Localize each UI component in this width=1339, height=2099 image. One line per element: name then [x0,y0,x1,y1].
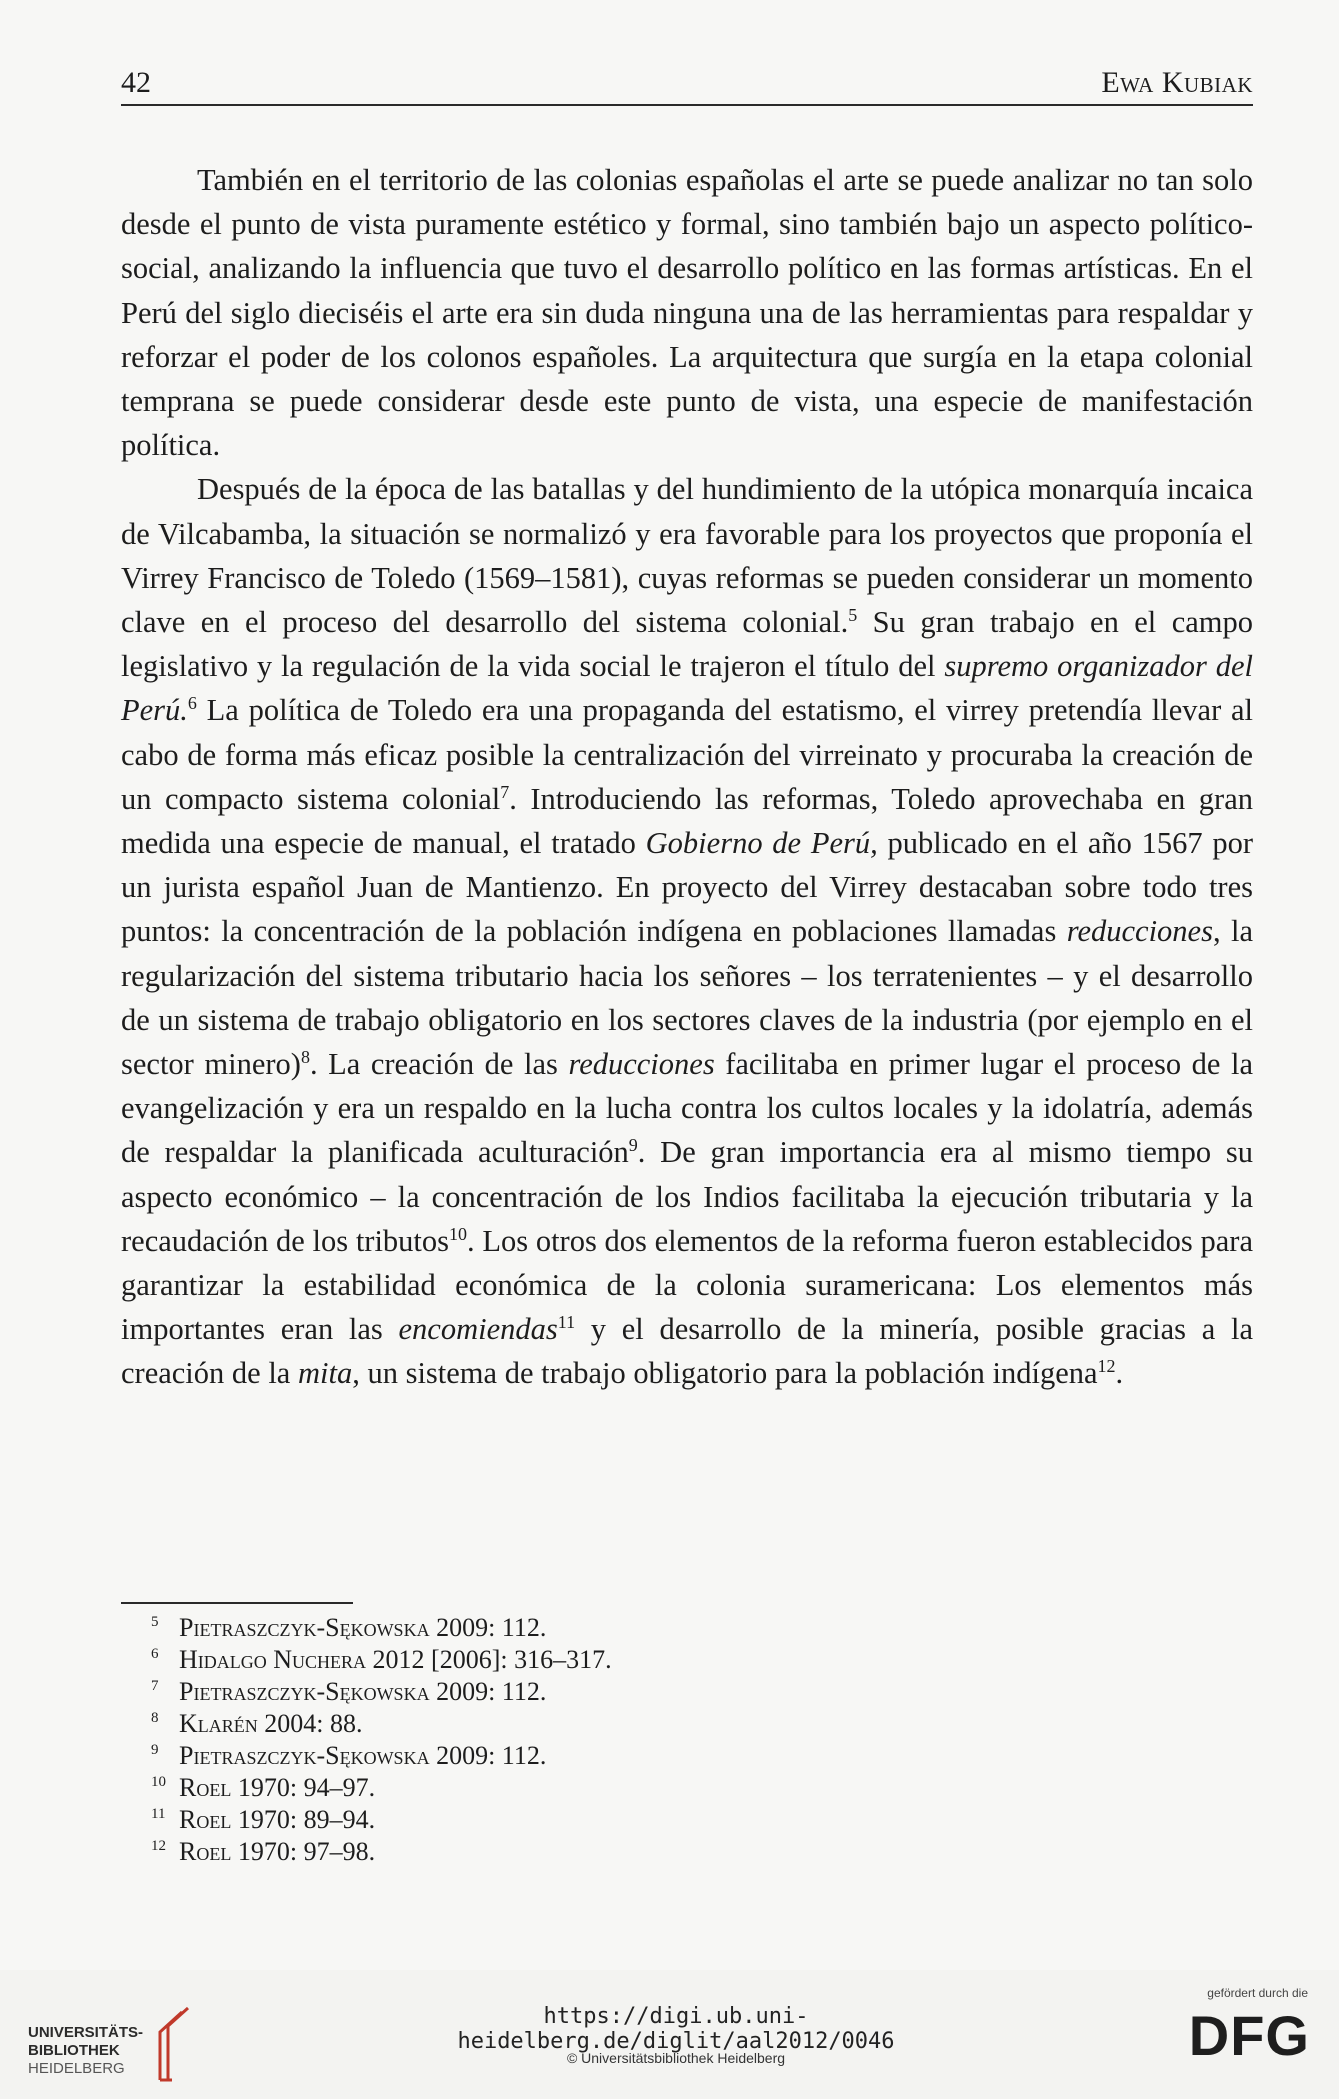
italic-text: mita [297,1356,353,1391]
footnote-reference: 2009: 112. [429,1677,547,1706]
dfg-wordmark: DFG [1188,2004,1310,2067]
footnote-number: 11 [151,1806,166,1822]
italic-text: reducciones [1066,914,1213,949]
footnote-reference: 1970: 89–94. [231,1805,376,1834]
footnote-reference: 2009: 112. [429,1613,547,1642]
text-run: y el desarrollo de la minería, posible gracias a la creación de la [121,1312,1254,1391]
digitization-footer [0,1970,1339,2099]
footnote [121,1804,1021,1836]
footnote-author: Pietraszczyk-Sękowska [179,1613,430,1642]
footnote-reference: 1970: 94–97. [231,1773,376,1802]
footnote-author: Pietraszczyk-Sękowska [179,1677,430,1706]
footnote-ref-7[interactable]: 7 [500,781,510,802]
footnote-ref-8[interactable]: 8 [300,1046,310,1067]
text-run: Después de la época de las batallas y del hundimiento de la utópica monarquía incaica de Vilcabamba, la situación se normalizó y era favorable para los proyectos que proponía el Virrey Francisco de Toledo (1569–1581), cuyas reformas se pueden considerar un momento clave en el proceso del desarrollo del sistema colonial. [121,472,1253,640]
main-text [121,158,1253,1396]
italic-text: supremo organizador del Perú. [121,649,1253,728]
text-run: La política de Toledo era una propaganda del estatismo, el virrey pretendía llevar al cabo de forma más eficaz posible la centralización del virreinato y procuraba la creación de un compacto sistema colonial [121,693,1253,816]
ub-heidelberg-logo[interactable] [28,1986,198,2086]
library-name-line: BIBLIOTHEK [28,2042,120,2059]
footnote-ref-9[interactable]: 9 [628,1135,638,1156]
footnote [121,1772,1021,1804]
text-run: publicado en el año 1567 por un jurista español Juan de Mantienzo. En proyecto del Virrey destacaban sobre todo tres puntos: la concentración de la población indígena en poblaciones llamadas [121,826,1254,949]
text-run: Su gran trabajo en el campo legislativo y la regulación de la vida social le trajeron el título del [121,605,1253,684]
footnote-divider [121,1602,353,1604]
footnote-author: Hidalgo Nuchera [179,1645,367,1674]
footnote-author: Klarén [179,1709,258,1738]
footnote-number: 7 [151,1678,159,1694]
library-name [28,2024,143,2078]
text-run: , la regularización del sistema tributario hacia los señores – los terratenientes – y el desarrollo de un sistema de trabajo obligatorio en los sectores claves de la industria (por ejemplo en el sector minero) [121,914,1253,1082]
permalink-url[interactable]: https://digi.ub.uni-heidelberg.de/diglit/aal2012/0046 [457,2004,895,2054]
text-run: . De gran importancia era al mismo tiempo su aspecto económico – la concentración de los Indios facilitaba la ejecución tributaria y la recaudación de los tributos [121,1135,1253,1258]
running-head-author: Ewa Kubiak [1101,66,1253,99]
italic-text: Gobierno de Perú, [645,826,878,861]
footnote-number: 10 [151,1774,166,1790]
footnote-ref-6[interactable]: 6 [187,693,197,714]
footnote-author: Roel [179,1773,232,1802]
italic-text: reducciones [568,1047,715,1082]
footnote-author: Roel [179,1805,232,1834]
footnote [121,1708,1021,1740]
footnote-ref-5[interactable]: 5 [848,604,858,625]
footnote [121,1740,1021,1772]
library-name-line: HEIDELBERG [28,2060,125,2077]
footnote-author: Roel [179,1837,232,1866]
text-run: . La creación de las [309,1047,569,1082]
footnote-number: 5 [151,1614,159,1630]
text-run: . Los otros dos elementos de la reforma fueron establecidos para garantizar la estabilidad económica de la colonia suramericana: Los elementos más importantes eran las [121,1223,1253,1347]
dfg-logo[interactable] [1180,1986,1320,2086]
footnote-reference: 1970: 97–98. [231,1837,376,1866]
footnote-number: 6 [151,1646,159,1662]
ub-mark-icon [138,2006,196,2086]
text-run: , un sistema de trabajo obligatorio para la población indígena [352,1356,1098,1391]
footnote-reference: 2012 [2006]: 316–317. [366,1645,612,1674]
text-run: . Introduciendo las reformas, Toledo aprovechaba en gran medida una especie de manual, el tratado [121,781,1253,861]
footnote [121,1644,1021,1676]
footnote-number: 8 [151,1710,159,1726]
page-number: 42 [121,66,151,99]
footnote-ref-10[interactable]: 10 [449,1223,468,1244]
footnote-reference: 2004: 88. [257,1709,363,1738]
footnote [121,1836,1021,1868]
footnotes [121,1612,1021,1868]
paragraph-1: También en el territorio de las colonias españolas el arte se puede analizar no tan solo desde el punto de vista puramente estético y formal, sino también bajo un aspecto político-social, analizando la influencia que tuvo el desarrollo político en las formas artísticas. En el Perú del siglo dieciséis el arte era sin duda ninguna una de las herramientas para respaldar y reforzar el poder de los colonos españoles. La arquitectura que surgía en la etapa colonial temprana se puede considerar desde este punto de vista, una especie de manifestación política. [121,163,1253,463]
library-name-line: UNIVERSITÄTS- [28,2024,144,2041]
copyright-notice: © Universitätsbibliothek Heidelberg [566,2050,786,2066]
page-header [121,64,1253,106]
text-run: facilitaba en primer lugar el proceso de la evangelización y era un respaldo en la lucha contra los cultos locales y la idolatría, además de respaldar la planificada aculturación [121,1047,1253,1170]
italic-text: encomiendas [398,1312,558,1347]
funder-caption: gefördert durch die [1207,1986,1308,2000]
text-run: . [1115,1356,1124,1391]
footnote-reference: 2009: 112. [429,1741,547,1770]
footnote-ref-11[interactable]: 11 [557,1312,576,1333]
footnote-author: Pietraszczyk-Sękowska [179,1741,430,1770]
footnote-number: 12 [151,1838,166,1854]
footnote-number: 9 [151,1742,159,1758]
footnote-ref-12[interactable]: 12 [1097,1356,1116,1377]
paragraph-2 [121,467,1253,1395]
footnote [121,1612,1021,1644]
footnote [121,1676,1021,1708]
